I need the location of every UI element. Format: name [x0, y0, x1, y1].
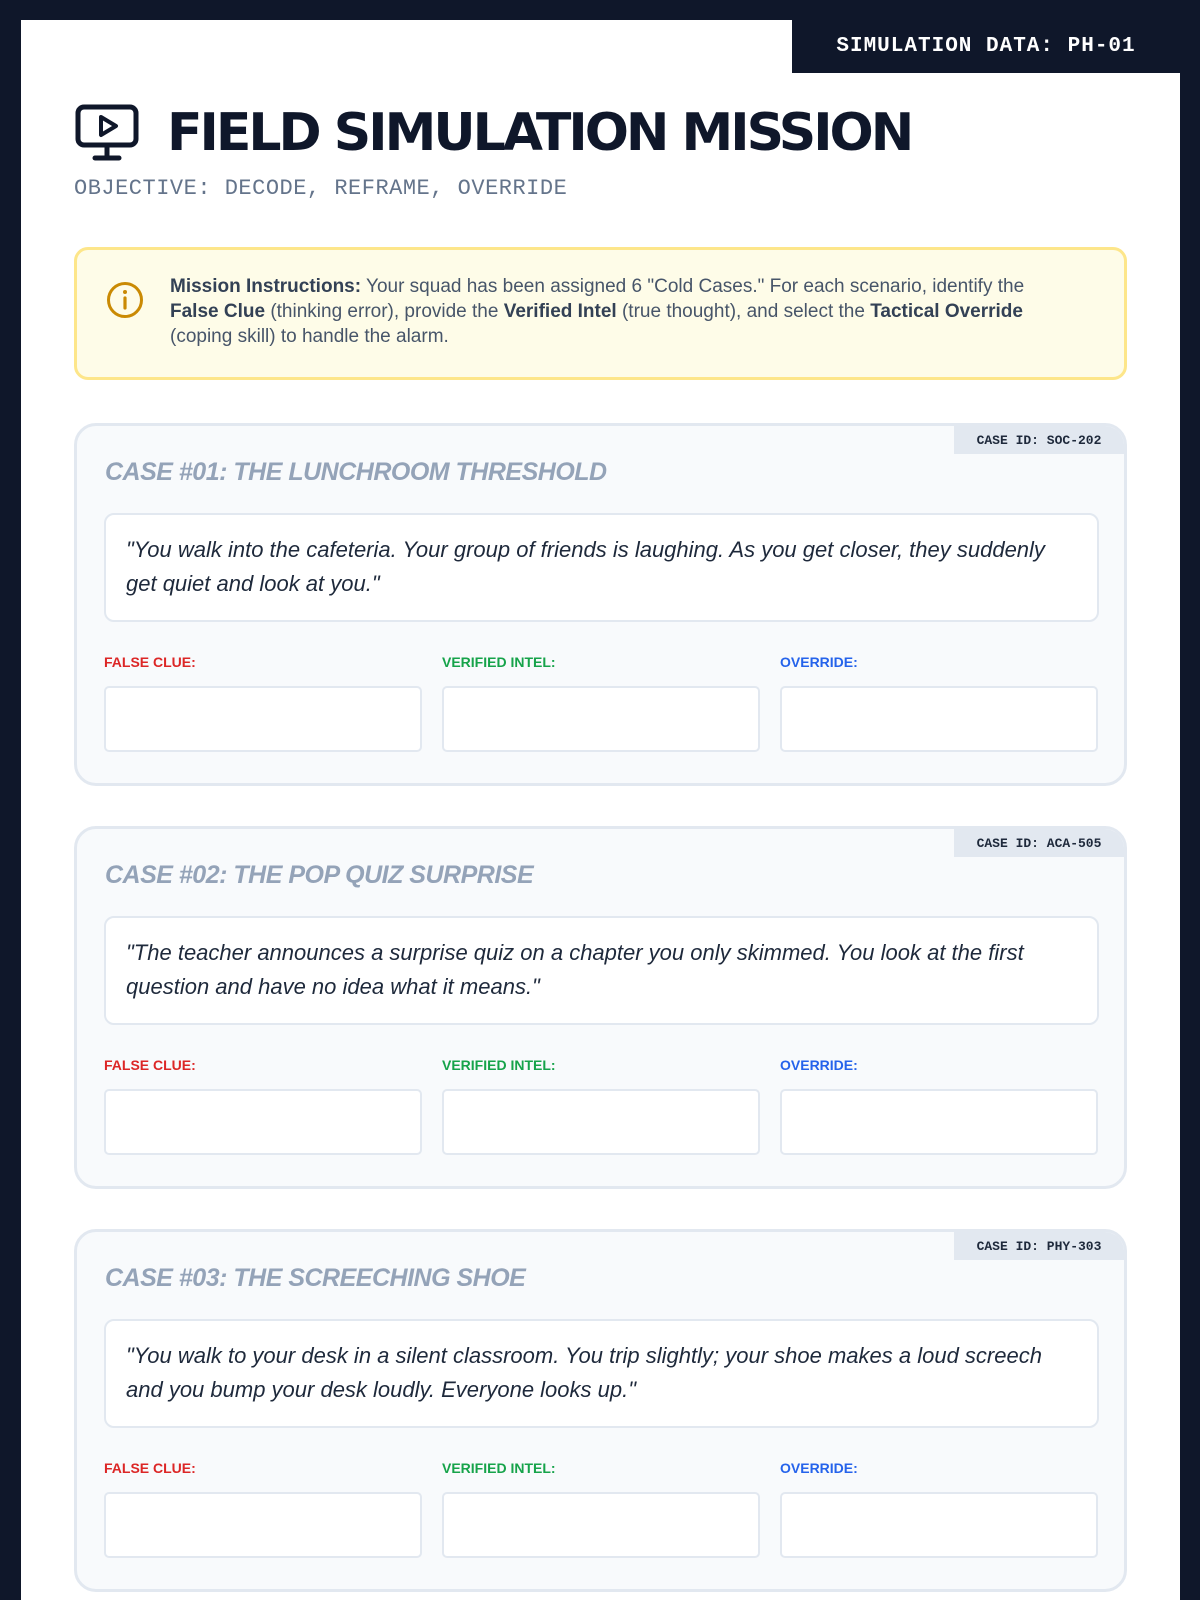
case-title: CASE #01: THE LUNCHROOM THRESHOLD — [105, 458, 607, 486]
case-id-badge: CASE ID: SOC-202 — [954, 426, 1124, 454]
monitor-play-icon — [75, 104, 139, 162]
override-label: OVERRIDE: — [780, 1460, 858, 1476]
case-scenario: "The teacher announces a surprise quiz on a chapter you only skimmed. You look at the first question and have no idea what it means." — [104, 916, 1099, 1025]
verified-intel-input[interactable] — [442, 1492, 760, 1558]
case-scenario: "You walk into the cafeteria. Your group of friends is laughing. As you get closer, they suddenly get quiet and look at you." — [104, 513, 1099, 622]
case-title: CASE #02: THE POP QUIZ SURPRISE — [105, 861, 534, 889]
override-input[interactable] — [780, 1089, 1098, 1155]
instructions-text — [170, 274, 1064, 349]
tactical-override-term: Tactical Override — [870, 301, 1023, 322]
instructions-part: (thinking error), provide the — [265, 301, 504, 322]
case-card-01 — [74, 423, 1127, 786]
verified-intel-input[interactable] — [442, 1089, 760, 1155]
override-input[interactable] — [780, 686, 1098, 752]
verified-intel-term: Verified Intel — [503, 301, 617, 322]
mission-instructions-panel — [74, 247, 1127, 380]
verified-intel-label: VERIFIED INTEL: — [442, 1057, 556, 1073]
false-clue-label: FALSE CLUE: — [104, 1057, 196, 1073]
verified-intel-label: VERIFIED INTEL: — [442, 654, 556, 670]
case-card-03 — [74, 1229, 1127, 1592]
false-clue-term: False Clue — [170, 301, 266, 322]
false-clue-input[interactable] — [104, 1492, 422, 1558]
instructions-part: (true thought), and select the — [616, 301, 871, 322]
false-clue-input[interactable] — [104, 686, 422, 752]
override-input[interactable] — [780, 1492, 1098, 1558]
instructions-lead: Mission Instructions: — [170, 276, 362, 297]
case-scenario: "You walk to your desk in a silent classroom. You trip slightly; your shoe makes a loud screech and you bump your desk loudly. Everyone looks up." — [104, 1319, 1099, 1428]
override-label: OVERRIDE: — [780, 654, 858, 670]
case-id-badge: CASE ID: ACA-505 — [954, 829, 1124, 857]
false-clue-label: FALSE CLUE: — [104, 654, 196, 670]
instructions-part: (coping skill) to handle the alarm. — [170, 326, 449, 347]
case-id-badge: CASE ID: PHY-303 — [954, 1232, 1124, 1260]
verified-intel-input[interactable] — [442, 686, 760, 752]
page-title: FIELD SIMULATION MISSION — [167, 103, 912, 163]
case-title: CASE #03: THE SCREECHING SHOE — [105, 1264, 526, 1292]
page-header — [75, 104, 911, 162]
simulation-tag: SIMULATION DATA: PH-01 — [792, 20, 1180, 73]
objective-subtitle: OBJECTIVE: DECODE, REFRAME, OVERRIDE — [74, 176, 568, 201]
worksheet — [21, 20, 1180, 1600]
case-card-02 — [74, 826, 1127, 1189]
false-clue-input[interactable] — [104, 1089, 422, 1155]
verified-intel-label: VERIFIED INTEL: — [442, 1460, 556, 1476]
info-icon — [105, 280, 145, 320]
instructions-part: Your squad has been assigned 6 "Cold Cases." For each scenario, identify the — [361, 276, 1025, 297]
false-clue-label: FALSE CLUE: — [104, 1460, 196, 1476]
override-label: OVERRIDE: — [780, 1057, 858, 1073]
